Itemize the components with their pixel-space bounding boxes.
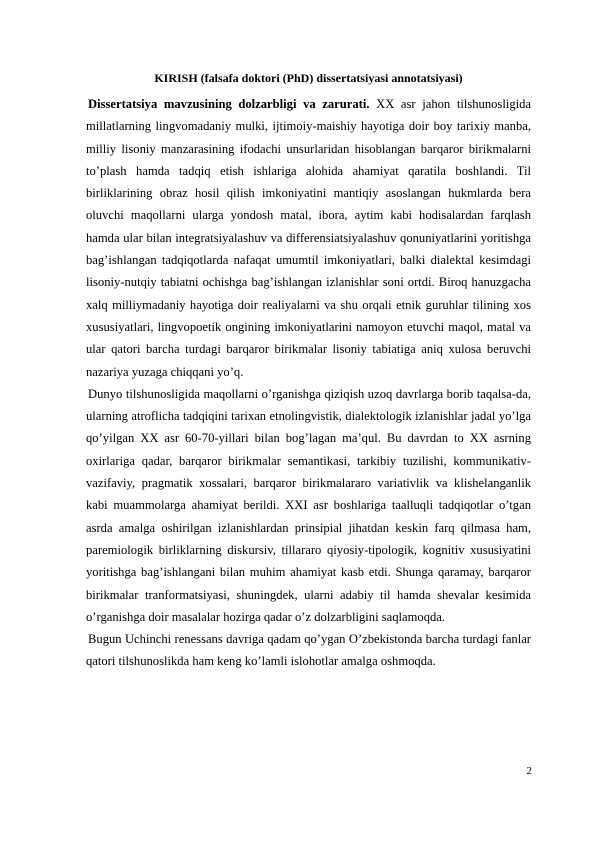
- paragraph-3: [86, 628, 531, 673]
- paragraph-label: Dissertatsiya mavzusining dolzarbligi va zarurati.: [88, 97, 370, 111]
- paragraph-text: Dunyo tilshunosligida maqollarni o’rganishga qiziqish uzoq davrlarga borib taqalsa-da, ularning atroflicha tadqiqini tarixan etnolingvistik, dialektologik izlanishlar jadal yo’lga qo’yilgan XX asr 60-70-yillari bilan bog’lagan ma’qul. Bu davrdan to XX asrning oxirlariga qadar, barqaror birikmalar semantikasi, tarkibiy tuzilishi, kommunikativ-vazifaviy, pragmatik xossalari, barqaror birikmalararo variativlik va klishelanganlik kabi muammolarga ahamiyat berildi. XXI asr boshlariga taalluqli tadqiqotlar o’tgan asrda amalga oshirilgan izlanishlardan prinsipial jihatdan keskin farq qilmasa ham, paremiologik birliklarning diskursiv, tillararo qiyosiy-tipologik, kognitiv xususiyatini yoritishga bag’ishlangani bilan muhim ahamiyat kasb etdi. Shunga qaramay, barqaror birikmalar tranformatsiyasi, shuningdek, ularni adabiy til hamda shevalar kesimida o’rganishga doir masalalar hozirga qadar o’z dolzarbligini saqlamoqda.: [86, 386, 531, 624]
- paragraph-2: [86, 383, 531, 628]
- paragraph-1: [86, 93, 531, 383]
- document-title: KIRISH (falsafa doktori (PhD) dissertatsiyasi annotatsiyasi): [154, 71, 463, 85]
- document-body: [86, 93, 531, 673]
- page-number: 2: [526, 765, 532, 777]
- paragraph-text: Bugun Uchinchi renessans davriga qadam qo’ygan O’zbekistonda barcha turdagi fanlar qatori tilshunoslikda ham keng ko’lamli islohotlar amalga oshmoqda.: [86, 632, 531, 669]
- paragraph-text: XX asr jahon tilshunosligida millatlarning lingvomadaniy mulki, ijtimoiy-maishiy hayotiga doir boy tarixiy manba, milliy lisoniy manzarasining ifodachi unsurlaridan hisoblangan barqaror birikmalarni to’plash hamda tadqiq etish ishlariga alohida ahamiyat qaratila boshlandi. Til birliklarining obraz hosil qilish imkoniyatini mantiqiy asoslangan hukmlarda bera oluvchi maqollarni ularga yondosh matal, ibora, aytim kabi hodisalardan farqlash hamda ular bilan integratsiyalashuv va differensiatsiyalashuv qonuniyatlarini yoritishga bag’ishlangan tadqiqotlarda nafaqat umumtil imkoniyatlari, balki dialektal kesimdagi lisoniy-nutqiy tabiatni ochishga bag’ishlangan izlanishlar soni ortdi. Biroq hanuzgacha xalq milliymadaniy hayotiga doir realiyalarni va shu orqali etnik guruhlar tilining xos xususiyatlari, lingvopoetik ongining imkoniyatlarini namoyon etuvchi maqol, matal va ular qatori barcha turdagi barqaror birikmalar lisoniy tabiatiga aniq xulosa beruvchi nazariya yuzaga chiqqani yo’q.: [86, 97, 531, 379]
